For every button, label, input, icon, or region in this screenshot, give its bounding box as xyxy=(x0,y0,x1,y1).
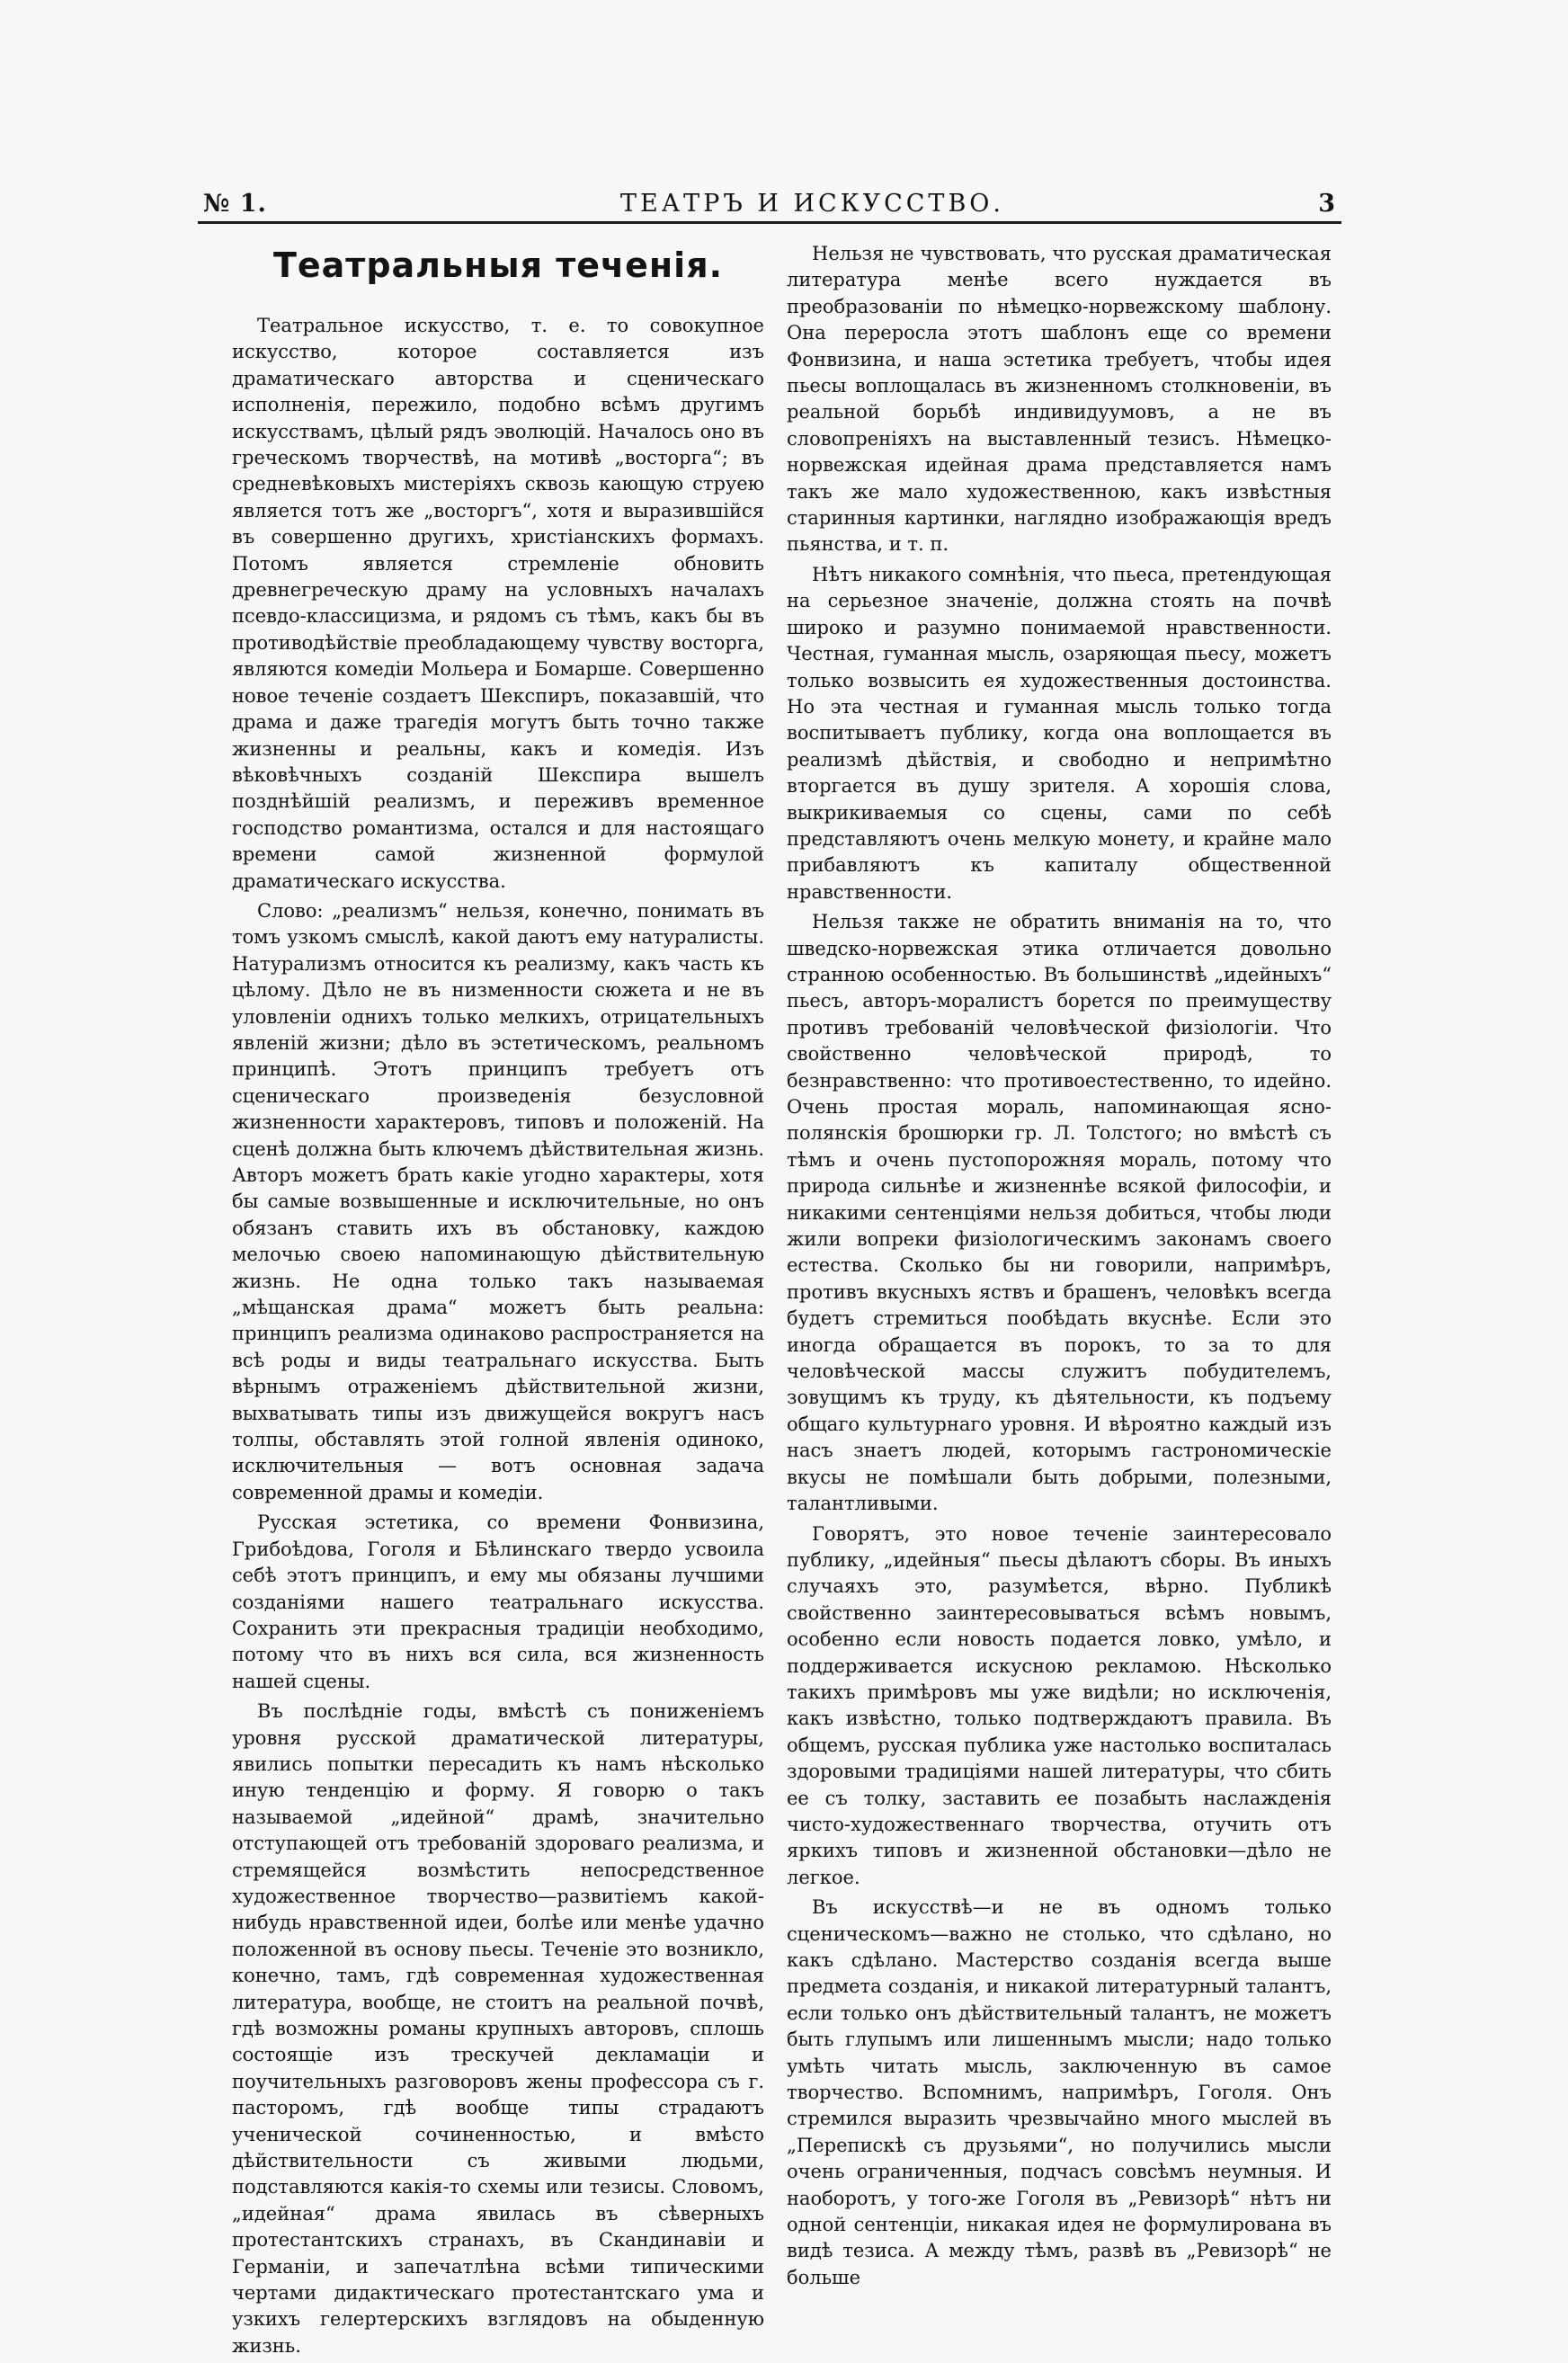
paragraph: Нельзя не чувствовать, что русская драматическая литература менѣе всего нуждается въ преобразованіи по нѣмецко-норвежскому шаблону. Она переросла этотъ шаблонъ еще со времени Фонвизина, и наша эстетика требуетъ, чтобы идея пьесы воплощалась въ жизненномъ столкновеніи, въ реальной борьбѣ индивидуумовъ, а не въ словопреніяхъ на выставленный тезисъ. Нѣмецко-норвежская идейная драма представляется намъ такъ же мало художественною, какъ извѣстныя старинныя картинки, наглядно изображающія вредъ пьянства, и т. п. xyxy=(787,243,1332,556)
running-header xyxy=(198,176,1341,224)
paragraph: Нѣтъ никакого сомнѣнія, что пьеса, претендующая на серьезное значеніе, должна стоять на почвѣ широко и разумно понимаемой нравственности. Честная, гуманная мысль, озаряющая пьесу, можетъ только возвысить ея художественныя достоинства. Но эта честная и гуманная мысль только тогда воспитываетъ публику, когда она воплощается въ реализмѣ дѣйствія, и свободно и непримѣтно вторгается въ душу зрителя. А хорошія слова, выкрикиваемыя со сцены, сами по себѣ представляютъ очень мелкую монету, и крайне мало прибавляютъ къ капиталу общественной нравственности. xyxy=(787,563,1332,903)
issue-number: № 1. xyxy=(203,190,267,218)
right-column xyxy=(787,241,1332,2295)
paragraph: Въ искусствѣ—и не въ одномъ только сценическомъ—важно не столько, что сдѣлано, но какъ сдѣлано. Мастерство созданія всегда выше предмета созданія, и никакой литературный талантъ, если только онъ дѣйствительный талантъ, не можетъ быть глупымъ или лишеннымъ мысли; надо только умѣть читать мысль, заключенную въ самое творчество. Вспомнимъ, напримѣръ, Гоголя. Онъ стремился выразить чрезвычайно много мыслей въ „Перепискѣ съ друзьями“, но получились мысли очень ограниченныя, подчасъ совсѣмъ неумныя. И наоборотъ, у того-же Гоголя въ „Ревизорѣ“ нѣтъ ни одной сентенціи, никакая идея не формулирована въ видѣ тезиса. А между тѣмъ, развѣ въ „Ревизорѣ“ не больше xyxy=(787,1896,1332,2288)
journal-title: ТЕАТРЪ И ИСКУССТВО. xyxy=(620,190,1004,218)
paragraph: Русская эстетика, со времени Фонвизина, Грибоѣдова, Гоголя и Бѣлинскаго твердо усвоила себѣ этотъ принципъ, и ему мы обязаны лучшими созданіями нашего театральнаго искусства. Сохранить эти прекрасныя традиціи необходимо, потому что въ нихъ вся сила, вся жизненность нашей сцены. xyxy=(232,1511,764,1692)
paragraph: Нельзя также не обратить вниманія на то, что шведско-норвежская этика отличается довольно странною особенностью. Въ большинствѣ „идейныхъ“ пьесъ, авторъ-моралистъ борется по преимуществу противъ требованій человѣческой физіологіи. Что свойственно человѣческой природѣ, то безнравственно: что противоестественно, то идейно. Очень простая мораль, напоминающая ясно-полянскія брошюрки гр. Л. Толстого; но вмѣстѣ съ тѣмъ и очень пустопорожняя мораль, потому что природа сильнѣе и жизненнѣе всякой философіи, и никакими сентенціями нельзя добиться, чтобы люди жили вопреки физіологическимъ законамъ своего естества. Сколько бы ни говорили, напримѣръ, противъ вкусныхъ яствъ и брашенъ, человѣкъ всегда будетъ стремиться пообѣдать вкуснѣе. Если это иногда обращается въ порокъ, то за то для человѣческой массы служитъ побудителемъ, зовущимъ къ труду, къ дѣятельности, къ подъему общаго культурнаго уровня. И вѣроятно каждый изъ насъ знаетъ людей, которымъ гастрономическіе вкусы не помѣшали быть добрыми, полезными, талантливыми. xyxy=(787,911,1332,1515)
paragraph: Слово: „реализмъ“ нельзя, конечно, понимать въ томъ узкомъ смыслѣ, какой даютъ ему натуралисты. Натурализмъ относится къ реализму, какъ часть къ цѣлому. Дѣло не въ низменности сюжета и не въ уловленіи однихъ только мелкихъ, отрицательныхъ явленій жизни; дѣло въ эстетическомъ, реальномъ принципѣ. Этотъ принципъ требуетъ отъ сценическаго произведенія безусловной жизненности характеровъ, типовъ и положеній. На сценѣ должна быть ключемъ дѣйствительная жизнь. Авторъ можетъ брать какіе угодно характеры, хотя бы самые возвышенные и исключительные, но онъ обязанъ ставить ихъ въ обстановку, каждою мелочью своею напоминающую дѣйствительную жизнь. Не одна только такъ называемая „мѣщанская драма“ можетъ быть реальна: принципъ реализма одинаково распространяется на всѣ роды и виды театральнаго искусства. Быть вѣрнымъ отраженіемъ дѣйствительной жизни, выхватывать типы изъ движущейся вокругъ насъ толпы, обставлять этой голной явленія одиноко, исключительныя — вотъ основная задача современной драмы и комедіи. xyxy=(232,899,764,1503)
page-number: 3 xyxy=(1318,190,1336,218)
paragraph: Говорятъ, это новое теченіе заинтересовало публику, „идейныя“ пьесы дѣлаютъ сборы. Въ иныхъ случаяхъ это, разумѣется, вѣрно. Публикѣ свойственно заинтересовываться всѣмъ новымъ, особенно если новость подается ловко, умѣло, и поддерживается искусною рекламою. Нѣсколько такихъ примѣровъ мы уже видѣли; но исключенія, какъ извѣстно, только подтверждаютъ правила. Въ общемъ, русская публика уже настолько воспиталась здоровыми традиціями нашей литературы, что сбить ее съ толку, заставить ее позабыть наслажденія чисто-художественнаго творчества, отучить отъ яркихъ типовъ и жизненной обстановки—дѣло не легкое. xyxy=(787,1522,1332,1888)
article-title: Театральныя теченія. xyxy=(272,245,724,285)
paragraph: Въ послѣдніе годы, вмѣстѣ съ пониженіемъ уровня русской драматической литературы, явились попытки пересадить къ намъ нѣсколько иную тенденцію и форму. Я говорю о такъ называемой „идейной“ драмѣ, значительно отступающей отъ требованій здороваго реализма, и стремящейся возмѣстить непосредственное художественное творчество—развитіемъ какой-нибудь нравственной идеи, болѣе или менѣе удачно положенной въ основу пьесы. Теченіе это возникло, конечно, тамъ, гдѣ современная художественная литература, вообще, не стоитъ на реальной почвѣ, гдѣ возможны романы крупныхъ авторовъ, сплошь состоящіе изъ трескучей декламаціи и поучительныхъ разговоровъ жены профессора съ г. пасторомъ, гдѣ вообще типы страдаютъ ученической сочиненностью, и вмѣсто дѣйствительности съ живыми людьми, подставляются какія-то схемы или тезисы. Словомъ, „идейная“ драма явилась въ сѣверныхъ протестантскихъ странахъ, въ Скандинавіи и Германіи, и запечатлѣна всѣми типическими чертами дидактическаго протестантскаго ума и узкихъ гелертерскихъ взглядовъ на обыденную жизнь. xyxy=(232,1700,764,2357)
left-column xyxy=(232,232,764,2363)
paragraph: Театральное искусство, т. е. то совокупное искусство, которое составляется изъ драматическаго авторства и сценическаго исполненія, пережило, подобно всѣмъ другимъ искусствамъ, цѣлый рядъ эволюцій. Началось оно въ греческомъ творчествѣ, на мотивѣ „восторга“; въ средневѣковыхъ мистеріяхъ сквозь кающую струею является тотъ же „восторгъ“, хотя и выразившійся въ совершенно другихъ, христіанскихъ формахъ. Потомъ является стремленіе обновить древнегреческую драму на условныхъ началахъ псевдо-классицизма, и рядомъ съ тѣмъ, какъ бы въ противодѣйствіе преобладающему чувству восторга, являются комедіи Мольера и Бомарше. Совершенно новое теченіе создаетъ Шекспиръ, показавшій, что драма и даже трагедія могутъ быть точно также жизненны и реальны, какъ и комедія. Изъ вѣковѣчныхъ созданій Шекспира вышелъ позднѣйшій реализмъ, и переживъ временное господство романтизма, остался и для настоящаго времени самой жизненной формулой драматическаго искусства. xyxy=(232,315,764,892)
